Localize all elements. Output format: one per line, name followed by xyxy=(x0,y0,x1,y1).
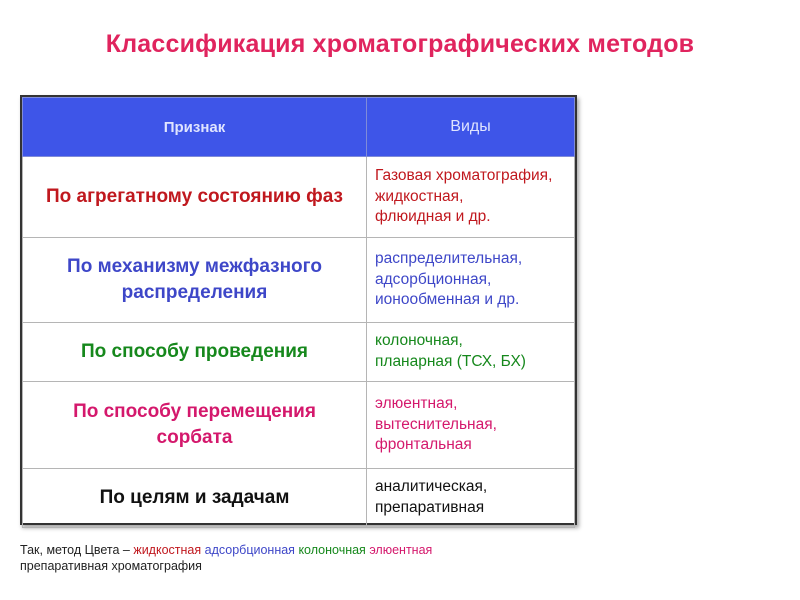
type-item: препаративная xyxy=(375,499,485,516)
feature-cell: По агрегатному состоянию фаз xyxy=(23,157,367,238)
table-row xyxy=(23,382,575,469)
feature-cell: По целям и задачам xyxy=(23,469,367,528)
types-cell xyxy=(367,382,575,469)
type-item: жидкостная, xyxy=(375,187,464,205)
table-row xyxy=(23,238,575,323)
classification-table xyxy=(20,95,577,525)
footnote-word-column: колоночная xyxy=(298,543,366,557)
type-item: фронтальная xyxy=(375,436,472,454)
footnote-prefix: Так, метод Цвета – xyxy=(20,543,134,557)
type-item: флюидная и др. xyxy=(375,208,491,226)
table-row xyxy=(23,157,575,238)
footnote-word-adsorption: адсорбционная xyxy=(204,543,295,557)
footnote-word-eluent: элюентная xyxy=(369,543,433,557)
types-cell xyxy=(367,238,575,323)
type-item: колоночная, xyxy=(375,332,463,350)
type-item: Газовая хроматография, xyxy=(375,166,553,184)
footnote-word-liquid: жидкостная xyxy=(133,543,202,557)
header-feature: Признак xyxy=(23,98,367,157)
table-row xyxy=(23,323,575,382)
table-header-row xyxy=(23,98,575,157)
type-item: распределительная, xyxy=(375,249,523,267)
feature-cell: По механизму межфазного распределения xyxy=(23,238,367,323)
table-row xyxy=(23,469,575,528)
type-item: вытеснительная, xyxy=(375,415,497,433)
feature-cell: По способу перемещения сорбата xyxy=(23,382,367,469)
types-cell xyxy=(367,157,575,238)
footnote xyxy=(20,542,432,574)
type-item: ионообменная и др. xyxy=(375,291,520,309)
type-item: элюентная, xyxy=(375,394,458,412)
header-types: Виды xyxy=(367,98,575,157)
type-item: адсорбционная, xyxy=(375,270,492,288)
types-cell xyxy=(367,469,575,528)
footnote-line-2: препаративная хроматография xyxy=(20,559,202,573)
type-item: аналитическая, xyxy=(375,478,488,496)
types-cell xyxy=(367,323,575,382)
footnote-line-1 xyxy=(20,542,432,558)
type-item: планарная (ТСХ, БХ) xyxy=(375,353,526,370)
feature-cell: По способу проведения xyxy=(23,323,367,382)
page-title: Классификация хроматографических методов xyxy=(105,30,695,58)
